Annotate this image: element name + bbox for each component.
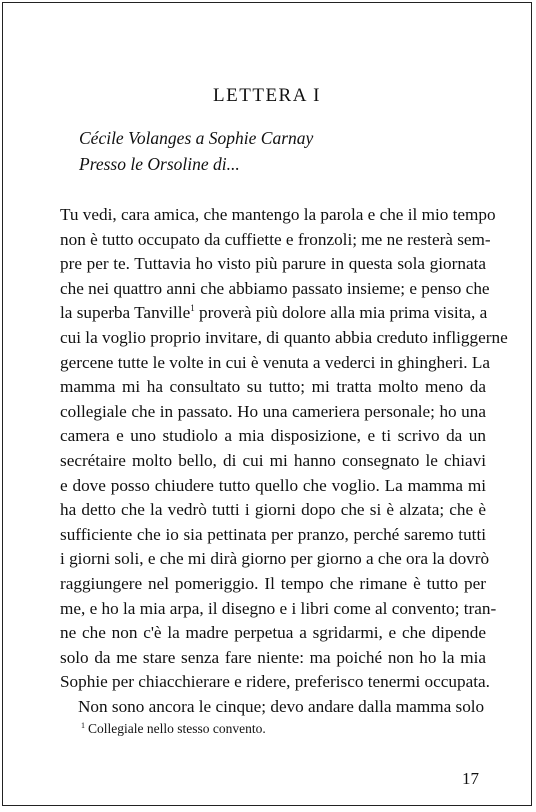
text-line: Sophie per chiacchierare e ridere, preferisco tenermi occupata.	[60, 672, 490, 692]
recipient-location: Presso le Orsoline di...	[79, 154, 240, 174]
book-page	[2, 2, 532, 806]
text-line: non è tutto occupato da cuffiette e fronzoli; me ne resterà sem-	[60, 229, 491, 249]
text-fragment: la superba Tanville	[60, 303, 191, 323]
letter-body	[60, 203, 508, 719]
text-line: ha detto che la vedrò tutti i giorni dopo che si è alzata; che è	[60, 500, 486, 520]
text-line: pre per te. Tuttavia ho visto più parure in questa sola giornata	[60, 254, 486, 274]
text-line: e dove posso chiudere tutto quello che voglio. La mamma mi	[60, 475, 486, 495]
text-line: me, e ho la mia arpa, il disegno e i libri come al convento; tran-	[60, 598, 497, 618]
text-line: Non sono ancora le cinque; devo andare dalla mamma solo	[78, 696, 485, 716]
page-number: 17	[462, 769, 479, 788]
footnote	[81, 721, 266, 737]
text-line: ne che non c'è la madre perpetua a sgridarmi, e che dipende	[60, 623, 486, 643]
text-line: secrétaire molto bello, di cui mi hanno consegnato le chiavi	[60, 450, 486, 470]
footnote-marker: 1	[81, 721, 85, 730]
letter-title: LETTERA I	[213, 85, 321, 106]
text-line: sufficiente che io sia pettinata per pranzo, perché saremo tutti	[60, 524, 486, 544]
text-line: mamma mi ha consultato su tutto; mi tratta molto meno da	[60, 377, 486, 397]
sender-recipient: Cécile Volanges a Sophie Carnay	[79, 128, 314, 148]
text-line: i giorni soli, e che mi dirà giorno per giorno a che ora la dovrò	[60, 549, 490, 569]
text-line: camera e uno studiolo a mia disposizione, e ti scrivo da un	[60, 426, 486, 446]
footnote-reference: 1	[190, 303, 195, 314]
text-line	[60, 301, 486, 326]
text-line: cui la voglio proprio invitare, di quanto abbia creduto infliggerne	[60, 327, 508, 347]
letter-heading	[79, 125, 313, 177]
text-line: gercene tutte le volte in cui è venuta a vederci in ghingheri. La	[60, 352, 490, 372]
text-line: solo da me stare senza fare niente: ma poiché non ho la mia	[60, 647, 486, 667]
text-line: raggiungere nel pomeriggio. Il tempo che rimane è tutto per	[60, 573, 486, 593]
text-line: collegiale che in passato. Ho una cameriera personale; ho una	[60, 401, 486, 421]
text-line: Tu vedi, cara amica, che mantengo la parola e che il mio tempo	[60, 205, 496, 224]
footnote-text: Collegiale nello stesso convento.	[88, 721, 266, 736]
text-line: che nei quattro anni che abbiamo passato insieme; e penso che	[60, 278, 490, 298]
text-fragment: proverà più dolore alla mia prima visita, a	[199, 303, 488, 323]
